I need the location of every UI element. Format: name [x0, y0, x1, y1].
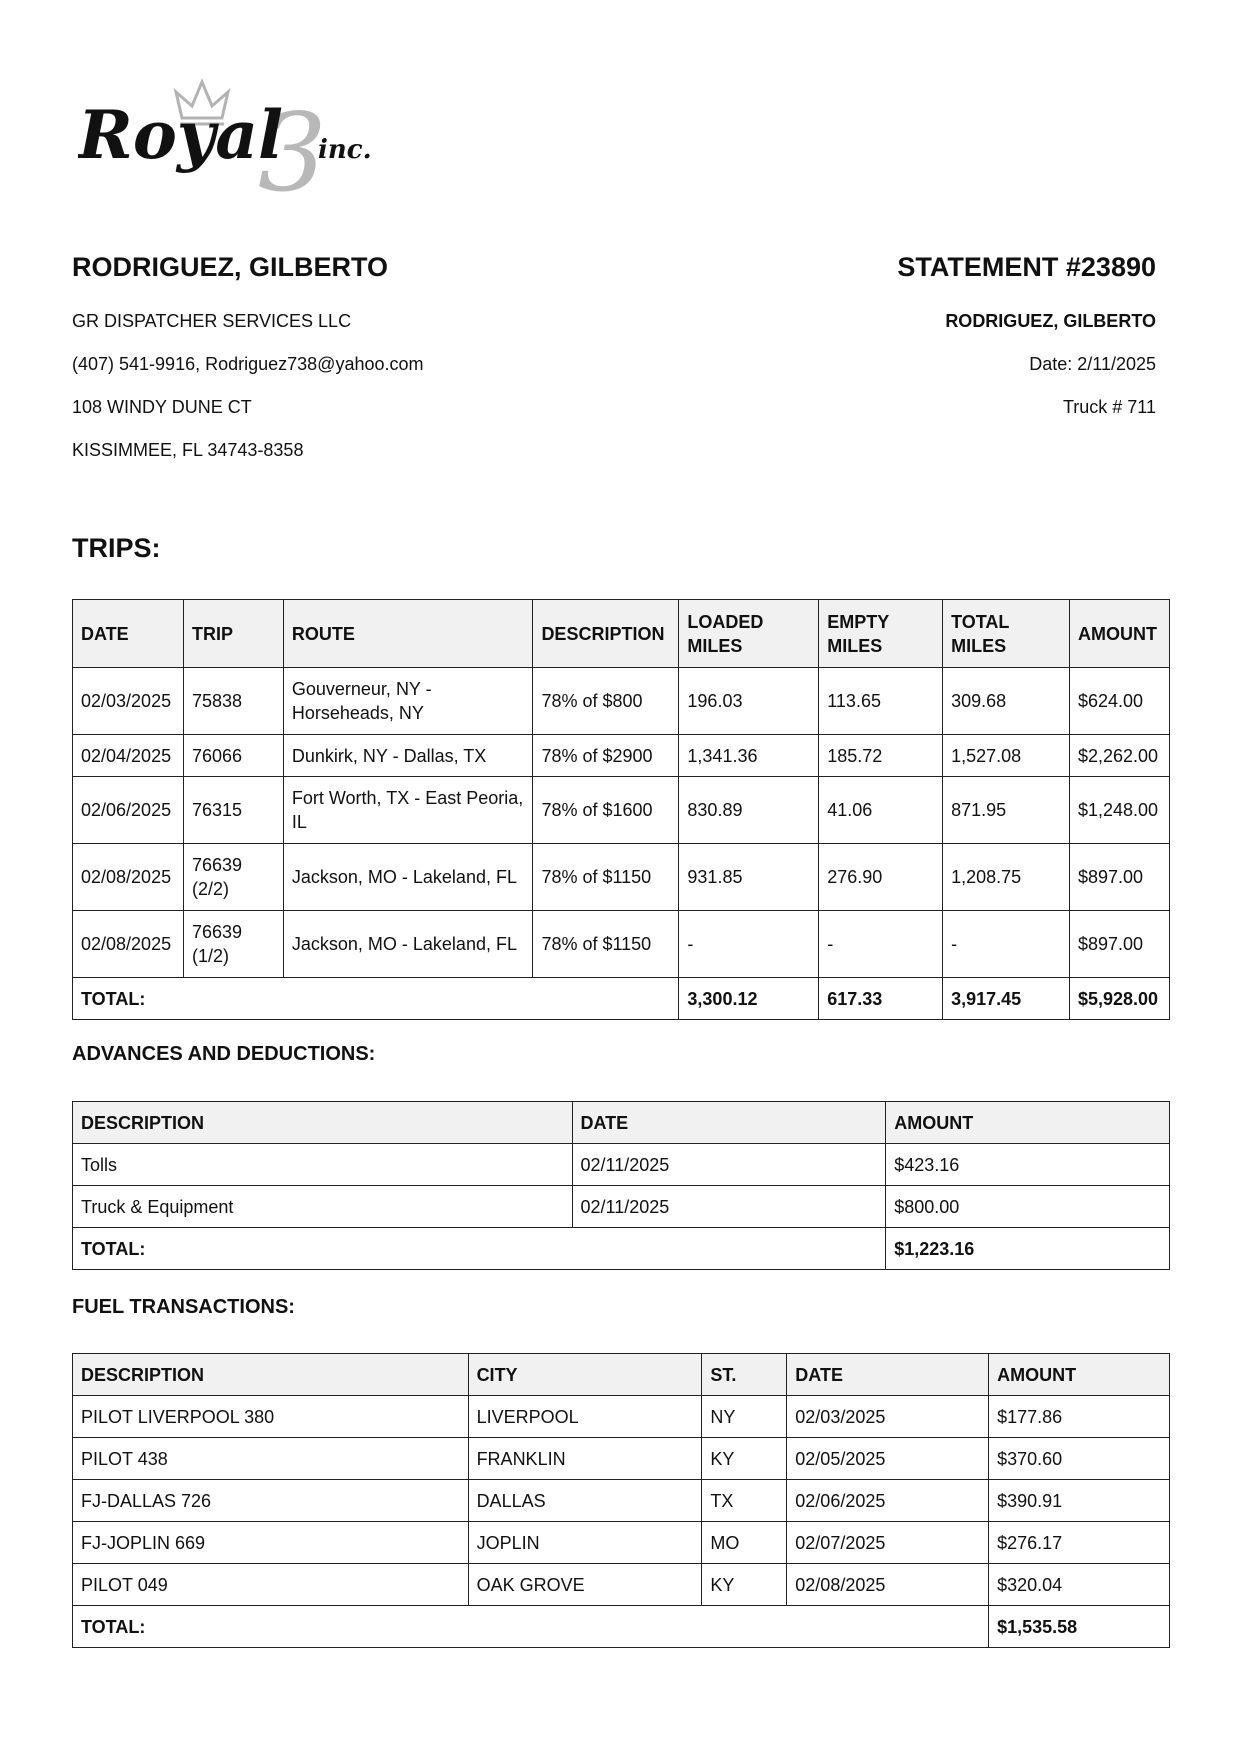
- trip-number: 76315: [183, 777, 283, 844]
- trip-total-miles: 871.95: [943, 777, 1070, 844]
- trip-empty-miles: 185.72: [819, 735, 943, 777]
- trips-total-row: [73, 978, 1170, 1020]
- trips-table: [72, 599, 1170, 1020]
- statement-date: Date: 2/11/2025: [1029, 354, 1156, 374]
- royal-3-logo: [78, 78, 388, 193]
- advances-title: ADVANCES AND DEDUCTIONS:: [72, 1043, 376, 1065]
- trip-amount: $624.00: [1069, 668, 1169, 735]
- trip-empty-miles: -: [819, 911, 943, 978]
- fuel-total-label: TOTAL:: [73, 1606, 989, 1648]
- trip-description: 78% of $1600: [533, 777, 679, 844]
- trip-total-miles: 1,208.75: [943, 844, 1070, 911]
- trip-description: 78% of $800: [533, 668, 679, 735]
- advances-table: [72, 1101, 1170, 1270]
- trip-amount: $2,262.00: [1069, 735, 1169, 777]
- fuel-description: FJ-JOPLIN 669: [73, 1522, 469, 1564]
- advance-date: 02/11/2025: [572, 1186, 886, 1228]
- trips-col-description: DESCRIPTION: [533, 600, 679, 668]
- table-row: [73, 911, 1170, 978]
- driver-info: [72, 250, 632, 461]
- trip-route: Jackson, MO - Lakeland, FL: [283, 844, 533, 911]
- trip-total-miles: -: [943, 911, 1070, 978]
- advance-description: Truck & Equipment: [73, 1186, 573, 1228]
- trip-amount: $897.00: [1069, 844, 1169, 911]
- fuel-col-city: CITY: [468, 1354, 702, 1396]
- fuel-description: PILOT 049: [73, 1564, 469, 1606]
- fuel-description: PILOT 438: [73, 1438, 469, 1480]
- fuel-city: LIVERPOOL: [468, 1396, 702, 1438]
- advances-header-row: [73, 1102, 1170, 1144]
- table-row: [73, 1564, 1170, 1606]
- fuel-description: FJ-DALLAS 726: [73, 1480, 469, 1522]
- fuel-amount: $276.17: [989, 1522, 1170, 1564]
- trips-header-row: [73, 600, 1170, 668]
- trips-title: TRIPS:: [72, 533, 161, 563]
- logo-numeral: 3: [258, 91, 327, 193]
- table-row: [73, 1144, 1170, 1186]
- advances-total-amount: $1,223.16: [886, 1228, 1170, 1270]
- trip-date: 02/06/2025: [73, 777, 184, 844]
- fuel-header-row: [73, 1354, 1170, 1396]
- trip-route: Fort Worth, TX - East Peoria, IL: [283, 777, 533, 844]
- trips-total-loaded: 3,300.12: [679, 978, 819, 1020]
- trips-total-amount: $5,928.00: [1069, 978, 1169, 1020]
- fuel-state: MO: [702, 1522, 787, 1564]
- trips-col-amount: AMOUNT: [1069, 600, 1169, 668]
- statement-info: [656, 250, 1156, 418]
- statement-name: RODRIGUEZ, GILBERTO: [945, 311, 1156, 331]
- trip-loaded-miles: 1,341.36: [679, 735, 819, 777]
- trips-col-date: DATE: [73, 600, 184, 668]
- fuel-date: 02/06/2025: [787, 1480, 989, 1522]
- trips-col-loaded-miles: LOADED MILES: [679, 600, 819, 668]
- fuel-amount: $390.91: [989, 1480, 1170, 1522]
- trip-number: 76639 (1/2): [183, 911, 283, 978]
- fuel-date: 02/07/2025: [787, 1522, 989, 1564]
- driver-address-line1: 108 WINDY DUNE CT: [72, 397, 252, 417]
- table-row: [73, 1396, 1170, 1438]
- advance-description: Tolls: [73, 1144, 573, 1186]
- fuel-state: KY: [702, 1564, 787, 1606]
- driver-address-line2: KISSIMMEE, FL 34743-8358: [72, 440, 304, 460]
- fuel-city: OAK GROVE: [468, 1564, 702, 1606]
- trip-number: 75838: [183, 668, 283, 735]
- trip-description: 78% of $1150: [533, 911, 679, 978]
- advance-amount: $423.16: [886, 1144, 1170, 1186]
- trip-date: 02/08/2025: [73, 911, 184, 978]
- fuel-date: 02/05/2025: [787, 1438, 989, 1480]
- trips-col-total-miles: TOTAL MILES: [943, 600, 1070, 668]
- trip-amount: $897.00: [1069, 911, 1169, 978]
- logo-suffix: inc.: [318, 135, 372, 165]
- trip-empty-miles: 276.90: [819, 844, 943, 911]
- table-row: [73, 735, 1170, 777]
- fuel-date: 02/03/2025: [787, 1396, 989, 1438]
- trip-date: 02/03/2025: [73, 668, 184, 735]
- table-row: [73, 777, 1170, 844]
- fuel-col-amount: AMOUNT: [989, 1354, 1170, 1396]
- trip-number: 76639 (2/2): [183, 844, 283, 911]
- fuel-description: PILOT LIVERPOOL 380: [73, 1396, 469, 1438]
- advances-col-date: DATE: [572, 1102, 886, 1144]
- fuel-city: JOPLIN: [468, 1522, 702, 1564]
- fuel-state: KY: [702, 1438, 787, 1480]
- trips-total-miles: 3,917.45: [943, 978, 1070, 1020]
- trip-date: 02/04/2025: [73, 735, 184, 777]
- driver-contact: (407) 541-9916, Rodriguez738@yahoo.com: [72, 354, 424, 374]
- table-row: [73, 1522, 1170, 1564]
- fuel-amount: $320.04: [989, 1564, 1170, 1606]
- fuel-state: NY: [702, 1396, 787, 1438]
- fuel-total-row: [73, 1606, 1170, 1648]
- driver-name: RODRIGUEZ, GILBERTO: [72, 252, 389, 282]
- fuel-col-date: DATE: [787, 1354, 989, 1396]
- advance-date: 02/11/2025: [572, 1144, 886, 1186]
- fuel-table: [72, 1353, 1170, 1648]
- trips-col-empty-miles: EMPTY MILES: [819, 600, 943, 668]
- trips-col-trip: TRIP: [183, 600, 283, 668]
- fuel-state: TX: [702, 1480, 787, 1522]
- trip-route: Dunkirk, NY - Dallas, TX: [283, 735, 533, 777]
- trip-route: Jackson, MO - Lakeland, FL: [283, 911, 533, 978]
- fuel-title: FUEL TRANSACTIONS:: [72, 1296, 295, 1318]
- trip-number: 76066: [183, 735, 283, 777]
- advances-col-description: DESCRIPTION: [73, 1102, 573, 1144]
- fuel-col-state: ST.: [702, 1354, 787, 1396]
- trip-empty-miles: 41.06: [819, 777, 943, 844]
- trip-total-miles: 1,527.08: [943, 735, 1070, 777]
- advances-total-label: TOTAL:: [73, 1228, 886, 1270]
- trips-total-empty: 617.33: [819, 978, 943, 1020]
- driver-company: GR DISPATCHER SERVICES LLC: [72, 311, 352, 331]
- table-row: [73, 1480, 1170, 1522]
- trip-total-miles: 309.68: [943, 668, 1070, 735]
- fuel-total-amount: $1,535.58: [989, 1606, 1170, 1648]
- fuel-amount: $370.60: [989, 1438, 1170, 1480]
- trip-loaded-miles: 931.85: [679, 844, 819, 911]
- fuel-date: 02/08/2025: [787, 1564, 989, 1606]
- table-row: [73, 668, 1170, 735]
- advances-col-amount: AMOUNT: [886, 1102, 1170, 1144]
- trip-route: Gouverneur, NY - Horseheads, NY: [283, 668, 533, 735]
- trips-col-route: ROUTE: [283, 600, 533, 668]
- trip-loaded-miles: -: [679, 911, 819, 978]
- advances-total-row: [73, 1228, 1170, 1270]
- trip-loaded-miles: 196.03: [679, 668, 819, 735]
- table-row: [73, 844, 1170, 911]
- trip-empty-miles: 113.65: [819, 668, 943, 735]
- table-row: [73, 1438, 1170, 1480]
- fuel-city: DALLAS: [468, 1480, 702, 1522]
- fuel-amount: $177.86: [989, 1396, 1170, 1438]
- trips-total-label: TOTAL:: [73, 978, 679, 1020]
- trip-description: 78% of $2900: [533, 735, 679, 777]
- fuel-col-description: DESCRIPTION: [73, 1354, 469, 1396]
- statement-title: STATEMENT #23890: [897, 252, 1156, 282]
- statement-truck: Truck # 711: [1062, 397, 1156, 417]
- advance-amount: $800.00: [886, 1186, 1170, 1228]
- table-row: [73, 1186, 1170, 1228]
- trip-description: 78% of $1150: [533, 844, 679, 911]
- trip-loaded-miles: 830.89: [679, 777, 819, 844]
- logo-wordmark: Royal: [78, 96, 284, 174]
- trip-date: 02/08/2025: [73, 844, 184, 911]
- fuel-city: FRANKLIN: [468, 1438, 702, 1480]
- trip-amount: $1,248.00: [1069, 777, 1169, 844]
